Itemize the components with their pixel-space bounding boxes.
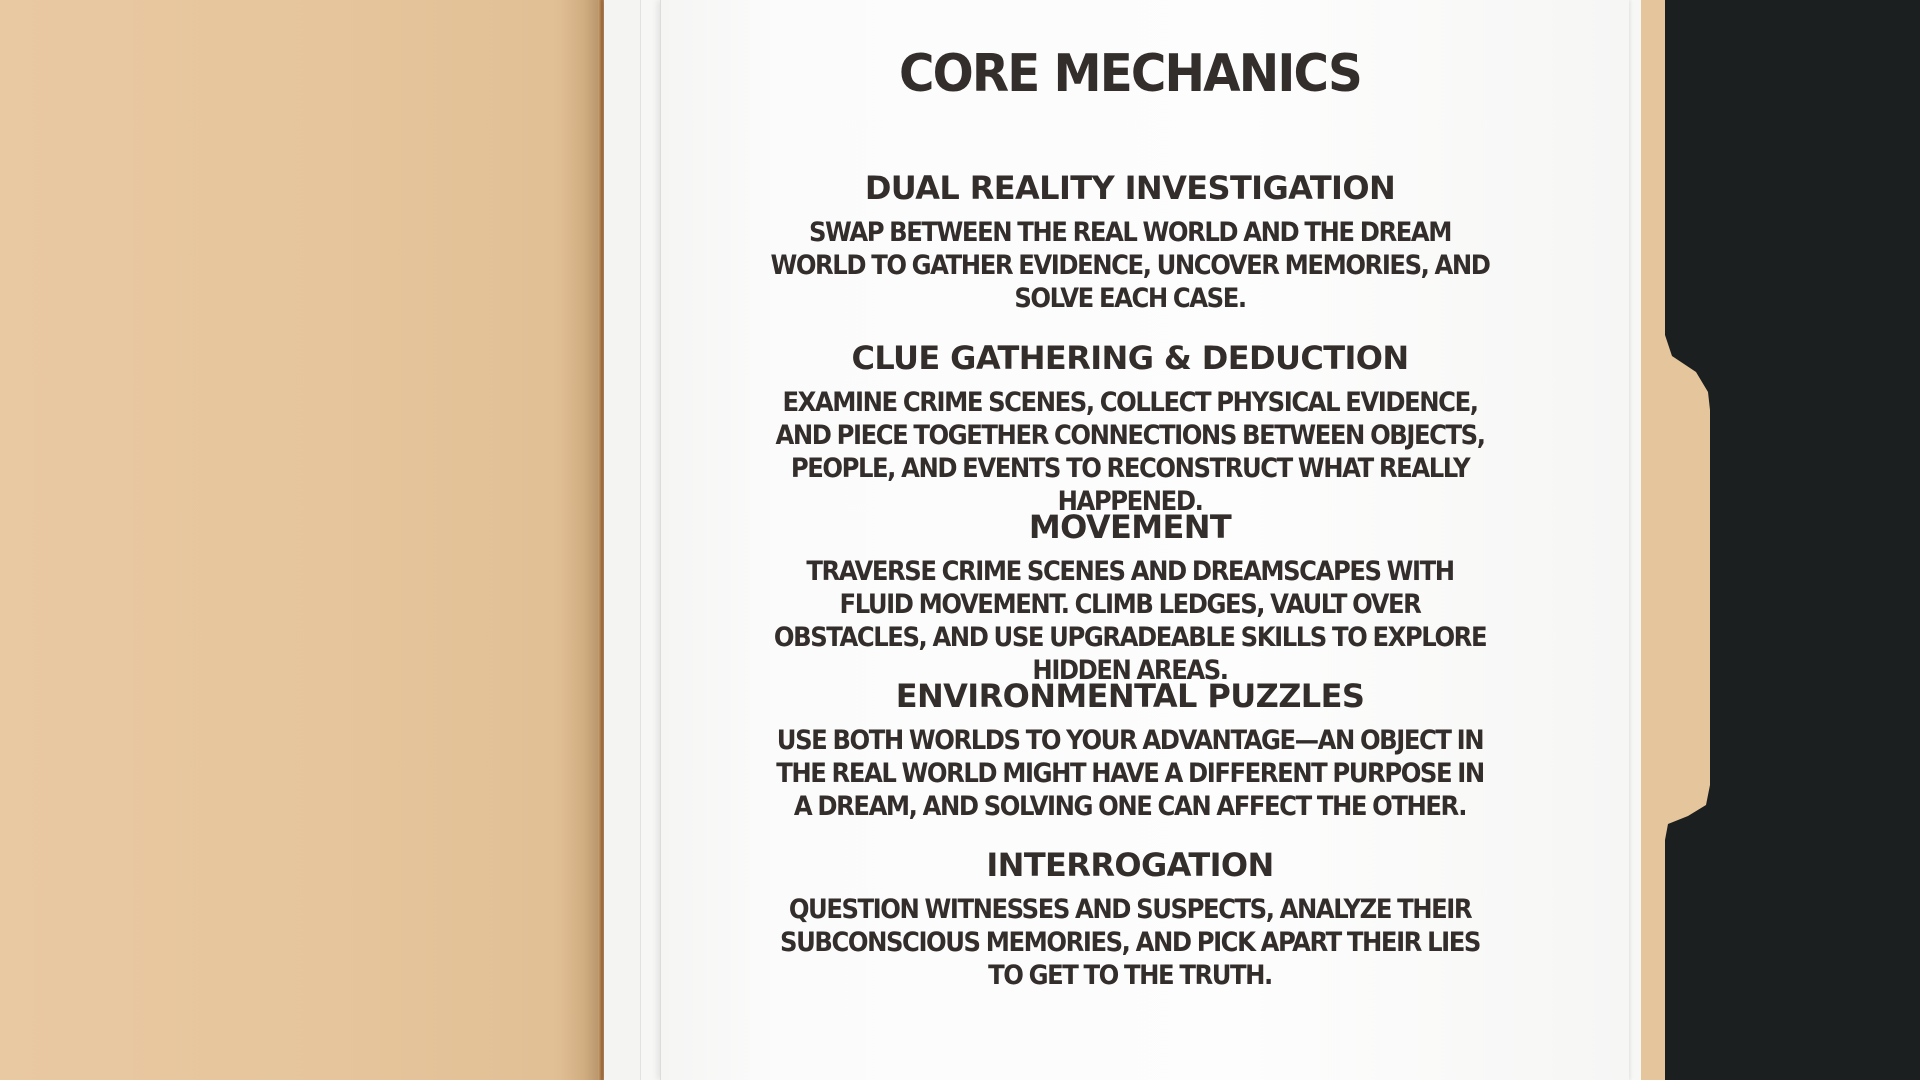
section-heading: CLUE GATHERING & DEDUCTION <box>851 339 1409 377</box>
document-content <box>720 0 1540 991</box>
folder-left-flap <box>0 0 598 1080</box>
section-environmental-puzzles <box>720 676 1540 823</box>
section-body: QUESTION WITNESSES AND SUSPECTS, ANALYZE THEIR SUBCONSCIOUS MEMORIES, AND PICK APART THEIR LIES TO GET TO THE TRUTH. <box>780 894 1480 991</box>
page-title: CORE MECHANICS <box>899 44 1361 104</box>
section-heading: INTERROGATION <box>986 846 1274 884</box>
folder-flap-shadow <box>560 0 600 1080</box>
section-dual-reality <box>720 168 1540 315</box>
section-body: TRAVERSE CRIME SCENES AND DREAMSCAPES WITH FLUID MOVEMENT. CLIMB LEDGES, VAULT OVER OBSTACLES, AND USE UPGRADEABLE SKILLS TO EXPLORE HIDDEN AREAS. <box>773 556 1487 686</box>
section-body: USE BOTH WORLDS TO YOUR ADVANTAGE—AN OBJECT IN THE REAL WORLD MIGHT HAVE A DIFFERENT PURPOSE IN A DREAM, AND SOLVING ONE CAN AFFECT THE OTHER. <box>776 725 1484 822</box>
section-heading: DUAL REALITY INVESTIGATION <box>864 169 1396 207</box>
section-clue-gathering <box>720 338 1540 518</box>
section-body: SWAP BETWEEN THE REAL WORLD AND THE DREAM WORLD TO GATHER EVIDENCE, UNCOVER MEMORIES, AND SOLVE EACH CASE. <box>770 217 1490 314</box>
section-movement <box>720 507 1540 687</box>
section-heading: MOVEMENT <box>1028 508 1232 546</box>
section-heading: ENVIRONMENTAL PUZZLES <box>895 677 1365 715</box>
section-body: EXAMINE CRIME SCENES, COLLECT PHYSICAL EVIDENCE, AND PIECE TOGETHER CONNECTIONS BETWEEN OBJECTS, PEOPLE, AND EVENTS TO RECONSTRUCT WHAT REALLY HAPPENED. <box>775 387 1485 517</box>
section-interrogation <box>720 845 1540 992</box>
